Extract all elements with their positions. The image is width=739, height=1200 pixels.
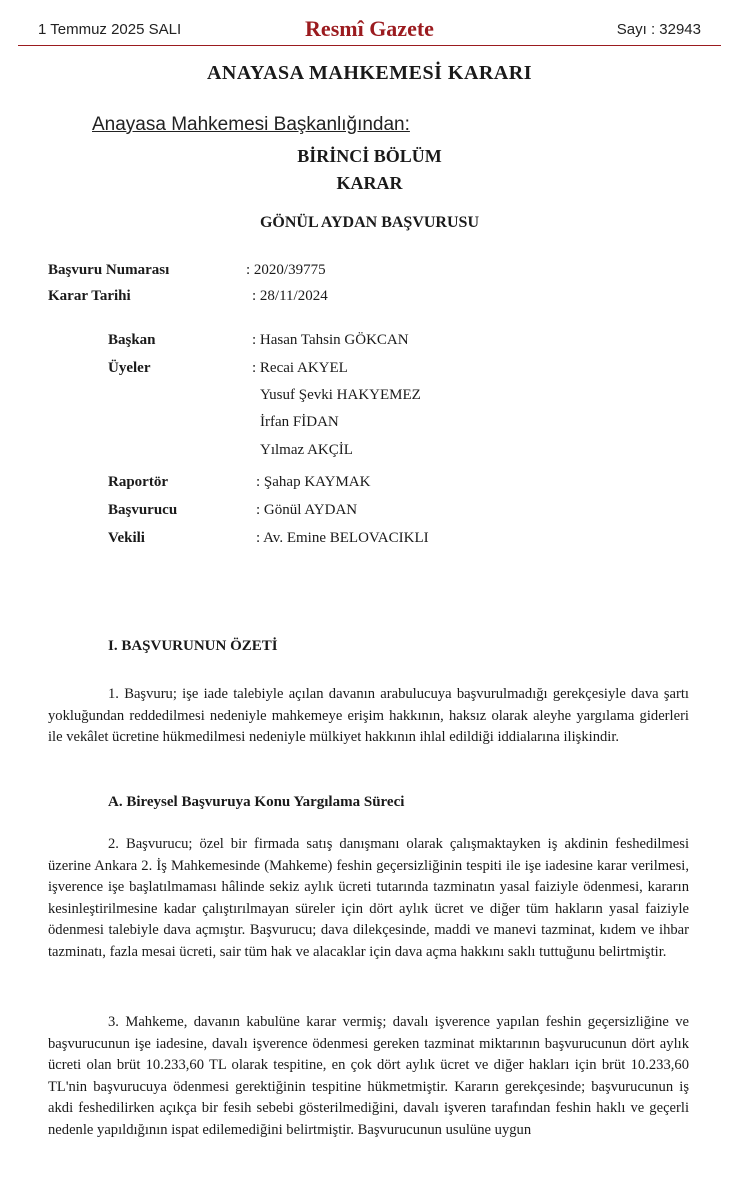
decision-date-label: Karar Tarihi	[48, 288, 131, 304]
member-name: : Recai AKYEL	[252, 360, 348, 376]
members-label: Üyeler	[108, 360, 151, 376]
president-value: : Hasan Tahsin GÖKCAN	[252, 332, 409, 348]
paragraph-2: 2. Başvurucu; özel bir firmada satış danışmanı olarak çalışmaktayken iş akdinin feshedilmesi üzerine Ankara 2. İş Mahkemesinde (Mahkeme) feshin geçersizliğinin tespiti ile işe iadesine karar verilmesi, işverence işe başlatılmaması hâlinde sekiz aylık ücreti tutarında tazminatın yasal faiziyle ödenmesi, kararın kesinleştirilmesine kadar çalıştırılmayan süreler için dört aylık ücret ve diğer tüm hakların yasal faiziyle ödenmesi talebiyle dava açmıştır. Başvurucu; dava dilekçesinde, maddi ve manevi tazminat, kıdem ve ihbar tazminatı, fazla mesai ücreti, sair tüm hak ve alacaklar için dava açma hakkını saklı tuttuğunu belirtmiştir.	[48, 836, 689, 960]
member-name: İrfan FİDAN	[260, 414, 339, 430]
header-divider	[18, 45, 721, 46]
president-label: Başkan	[108, 332, 156, 348]
paragraph-1: 1. Başvuru; işe iade talebiyle açılan davanın arabulucuya başvurulmadığı gerekçesiyle dava şartı yokluğundan reddedilmesi nedeniyle mahkemeye erişim hakkının, haksız olarak aleyhe yargılama giderleri ile vekâlet ücretine hükmedilmesi nedeniyle mülkiyet hakkının ihlal edildiği iddialarına ilişkindir.	[48, 686, 689, 745]
application-number-label: Başvuru Numarası	[48, 262, 170, 278]
rapporteur-label: Raportör	[108, 474, 168, 490]
member-name: Yusuf Şevki HAKYEMEZ	[260, 387, 421, 403]
subheading-a: A. Bireysel Başvuruya Konu Yargılama Süreci	[108, 794, 405, 810]
decision-date-value: : 28/11/2024	[252, 288, 328, 304]
publication-title: Resmî Gazete	[305, 16, 434, 41]
application-number-value: : 2020/39775	[246, 262, 326, 278]
applicant-label: Başvurucu	[108, 502, 178, 518]
paragraph-3: 3. Mahkeme, davanın kabulüne karar vermiş; davalı işverence yapılan feshin geçersizliğine ve başvurucunun işe iadesine, davalı işverence ödenmesi gereken tazminat miktarının başvurucunun dört aylık ücreti olan brüt 10.233,60 TL olarak tespitine, en çok dört aylık ücret ve diğer hakları için brüt 10.233,60 TL'nin başvurucuya ödenmesi gerektiğinin tespitine hükmetmiştir. Kararın gerekçesinde; başvurucunun iş akdi feshedilirken açıkça bir fesih sebebi gösterilmediğini, davalı işveren tarafından feshin haklı ve geçerli nedenle yapıldığının ispat edilemediğini belirtmiştir. Başvurucunun usulüne uygun	[48, 1014, 689, 1138]
member-name: Yılmaz AKÇİL	[260, 442, 353, 458]
case-name: GÖNÜL AYDAN BAŞVURUSU	[259, 214, 479, 231]
issuer-line: Anayasa Mahkemesi Başkanlığından:	[92, 114, 410, 135]
counsel-label: Vekili	[108, 530, 145, 546]
summary-heading: I. BAŞVURUNUN ÖZETİ	[108, 638, 278, 654]
section-title: BİRİNCİ BÖLÜM	[297, 146, 442, 166]
issue-number: Sayı : 32943	[616, 21, 701, 38]
issue-date: 1 Temmuz 2025 SALI	[38, 21, 182, 38]
document-title: ANAYASA MAHKEMESİ KARARI	[206, 62, 533, 84]
decision-label: KARAR	[336, 173, 403, 193]
applicant-value: : Gönül AYDAN	[256, 502, 358, 518]
rapporteur-value: : Şahap KAYMAK	[256, 474, 371, 490]
counsel-value: : Av. Emine BELOVACIKLI	[256, 530, 429, 546]
